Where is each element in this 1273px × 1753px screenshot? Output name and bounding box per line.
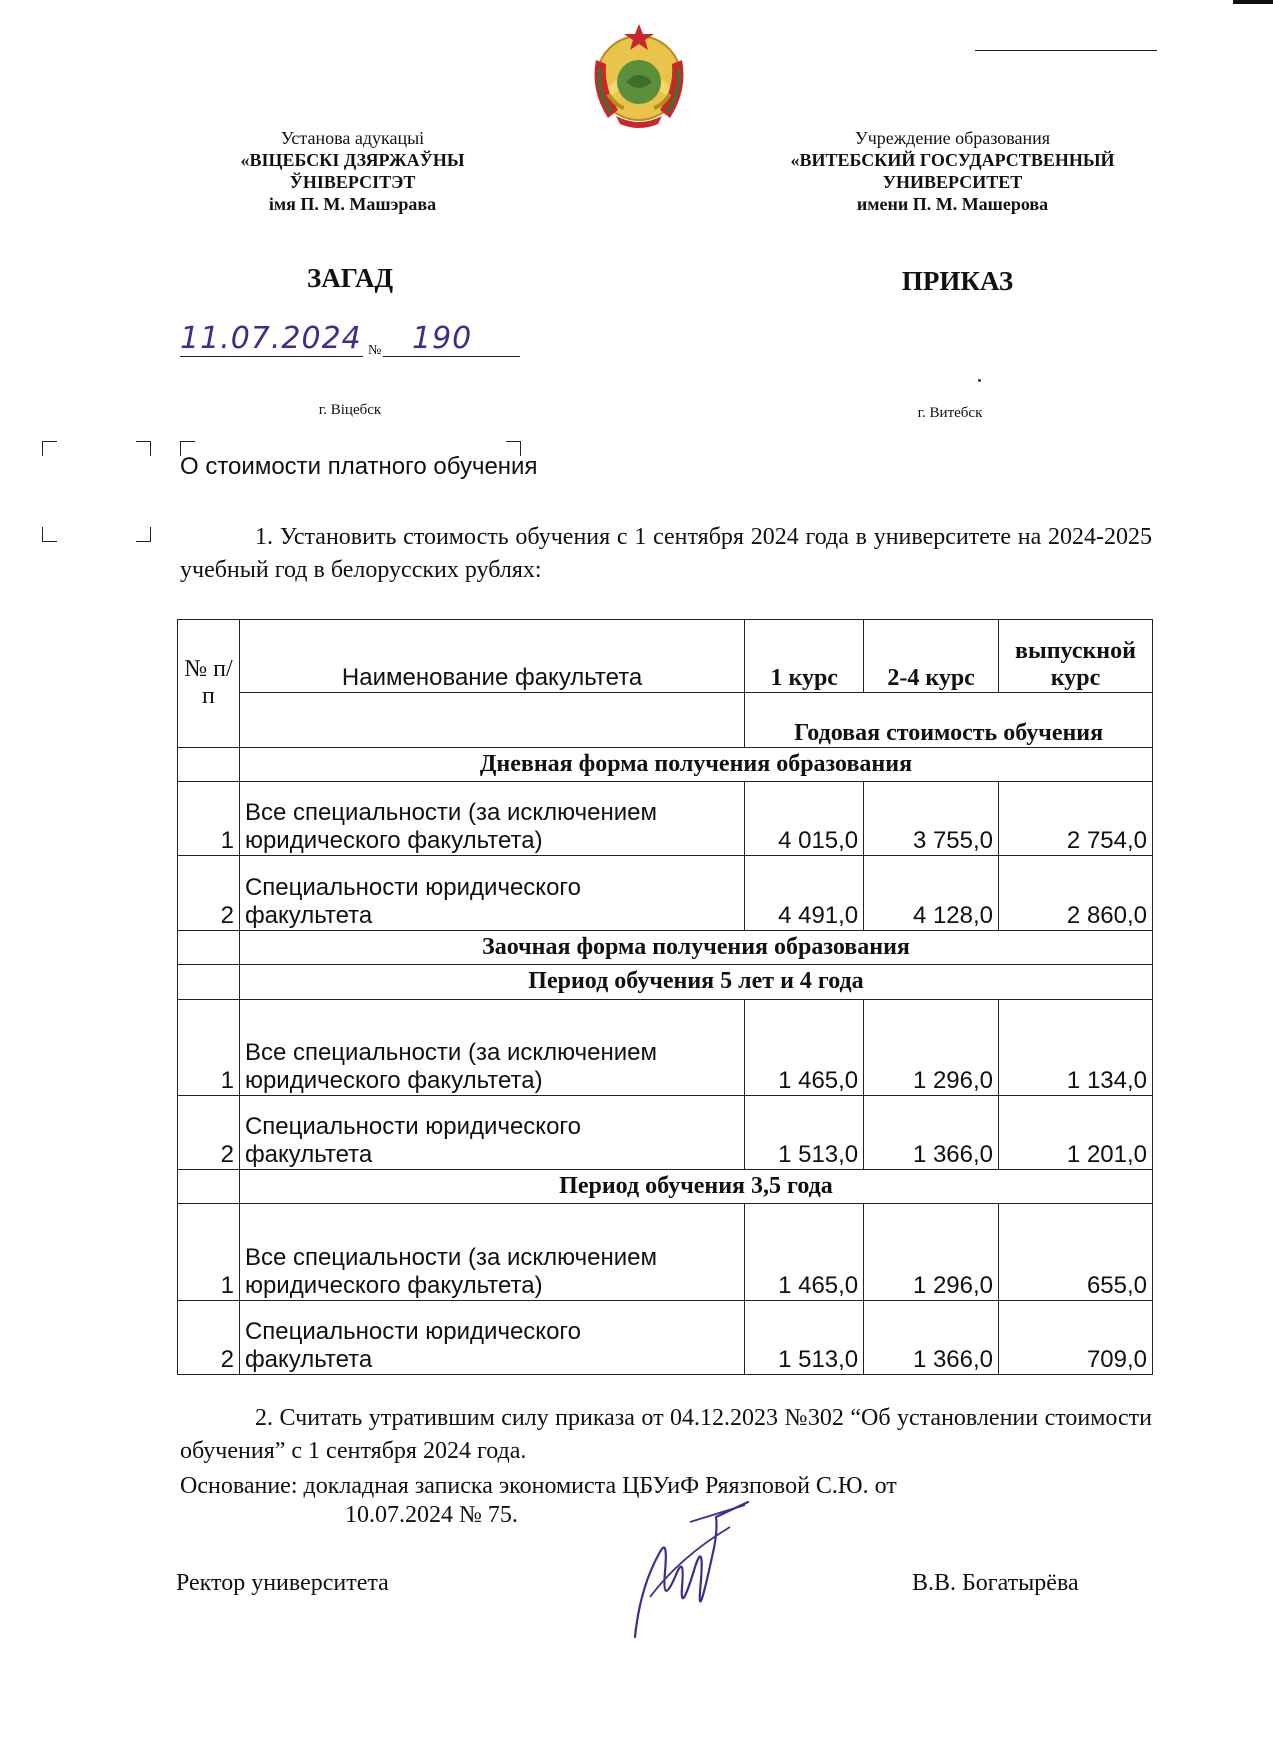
institution-name-ru-1: «ВИТЕБСКИЙ ГОСУДАРСТВЕННЫЙ — [790, 150, 1115, 170]
signatory-title: Ректор университета — [176, 1570, 389, 1596]
row-year1: 1 465,0 — [745, 999, 864, 1095]
row-year1: 4 491,0 — [745, 856, 864, 930]
col-header-annual: Годовая стоимость обучения — [745, 693, 1153, 748]
row-year1: 4 015,0 — [745, 782, 864, 856]
col-header-final: выпускной курс — [999, 620, 1153, 693]
institution-name-by-3: імя П. М. Машэрава — [268, 194, 437, 214]
col-header-faculty: Наименование факультета — [239, 620, 744, 693]
row-name-2: юридического факультета) — [244, 1066, 543, 1094]
row-no: 2 — [178, 1095, 240, 1169]
top-rule — [975, 50, 1157, 51]
fee-table — [177, 619, 1153, 1375]
row-name-1: Все специальности (за исключением — [244, 1038, 658, 1066]
table-row — [178, 1095, 1153, 1169]
empty-cell — [178, 1169, 240, 1204]
row-year2-4: 1 296,0 — [864, 1204, 999, 1300]
header-left — [165, 127, 540, 215]
row-year2-4: 1 366,0 — [864, 1095, 999, 1169]
doc-type-by: ЗАГАД — [306, 263, 394, 293]
institution-type-ru: Учреждение образования — [854, 128, 1051, 148]
table-row — [178, 782, 1153, 856]
city-by: г. Віцебск — [318, 402, 382, 418]
row-no: 2 — [178, 1300, 240, 1374]
bracket-corner — [42, 527, 57, 542]
col-header-no: № п/п — [178, 620, 240, 748]
institution-type-by: Установа адукацыі — [280, 128, 425, 148]
bracket-corner — [42, 441, 57, 456]
city-ru: г. Витебск — [917, 405, 983, 421]
col-header-year1: 1 курс — [745, 620, 864, 693]
row-name-2: факультета — [244, 901, 373, 929]
number-label: № — [368, 343, 382, 358]
bracket-corner — [136, 527, 151, 542]
row-final: 1 201,0 — [999, 1095, 1153, 1169]
row-year1: 1 465,0 — [745, 1204, 864, 1300]
paragraph-2: 2. Считать утратившим силу приказа от 04.12.2023 №302 “Об установлении стоимости обучения” с 1 сентября 2024 года. — [180, 1405, 1152, 1464]
ink-dot — [978, 379, 981, 382]
row-final: 2 754,0 — [999, 782, 1153, 856]
basis-line: Основание: докладная записка экономиста ЦБУиФ Ряязповой С.Ю. от — [180, 1473, 897, 1499]
state-emblem-icon — [586, 20, 692, 132]
row-name-2: юридического факультета) — [244, 1271, 543, 1299]
table-row — [178, 856, 1153, 930]
row-year2-4: 1 296,0 — [864, 999, 999, 1095]
section-extramural: Заочная форма получения образования — [239, 930, 1152, 965]
subsection-5-4: Период обучения 5 лет и 4 года — [239, 965, 1152, 1000]
handwritten-date: 11.07.2024 — [180, 321, 362, 356]
row-year1: 1 513,0 — [745, 1300, 864, 1374]
doc-type-ru: ПРИКАЗ — [901, 266, 1014, 296]
institution-name-by-1: «ВІЦЕБСКІ ДЗЯРЖАЎНЫ — [240, 150, 465, 170]
row-final: 1 134,0 — [999, 999, 1153, 1095]
paragraph-1: 1. Установить стоимость обучения с 1 сентября 2024 года в университете на 2024-2025 учебный год в белорусских рублях: — [180, 524, 1152, 583]
number-line — [383, 356, 520, 357]
row-name-1: Специальности юридического — [244, 1318, 581, 1345]
empty-cell — [178, 747, 240, 782]
row-no: 1 — [178, 782, 240, 856]
institution-name-by-2: ЎНІВЕРСІТЭТ — [289, 172, 416, 192]
row-year2-4: 1 366,0 — [864, 1300, 999, 1374]
order-subject: О стоимости платного обучения — [180, 453, 538, 480]
row-no: 2 — [178, 856, 240, 930]
bracket-corner — [136, 441, 151, 456]
row-year2-4: 4 128,0 — [864, 856, 999, 930]
row-year2-4: 3 755,0 — [864, 782, 999, 856]
col-header-year2-4: 2-4 курс — [864, 620, 999, 693]
date-line — [180, 356, 363, 357]
table-row — [178, 999, 1153, 1095]
signatory-name: В.В. Богатырёва — [912, 1570, 1079, 1596]
row-name-1: Специальности юридического — [244, 1112, 581, 1140]
institution-name-ru-2: УНИВЕРСИТЕТ — [882, 172, 1023, 192]
row-name-1: Все специальности (за исключением — [244, 1243, 658, 1271]
row-year1: 1 513,0 — [745, 1095, 864, 1169]
scan-mark — [1233, 0, 1273, 4]
institution-name-ru-3: имени П. М. Машерова — [856, 194, 1049, 214]
handwritten-number: 190 — [412, 321, 473, 356]
section-day: Дневная форма получения образования — [239, 747, 1152, 782]
header-right — [730, 127, 1175, 215]
signature-icon — [620, 1497, 750, 1647]
table-row — [178, 1204, 1153, 1300]
empty-cell — [178, 930, 240, 965]
row-name-2: факультета — [244, 1140, 373, 1168]
row-name-1: Все специальности (за исключением — [244, 799, 658, 827]
row-name-2: юридического факультета) — [244, 827, 543, 855]
row-final: 655,0 — [999, 1204, 1153, 1300]
table-row — [178, 1300, 1153, 1374]
empty-cell — [178, 965, 240, 1000]
row-name-1: Специальности юридического — [244, 873, 581, 901]
subsection-3-5: Период обучения 3,5 года — [239, 1169, 1152, 1204]
row-final: 709,0 — [999, 1300, 1153, 1374]
empty-cell — [239, 693, 744, 748]
basis-continuation: 10.07.2024 № 75. — [345, 1502, 518, 1528]
row-name-2: факультета — [244, 1346, 373, 1373]
row-no: 1 — [178, 1204, 240, 1300]
row-final: 2 860,0 — [999, 856, 1153, 930]
row-no: 1 — [178, 999, 240, 1095]
